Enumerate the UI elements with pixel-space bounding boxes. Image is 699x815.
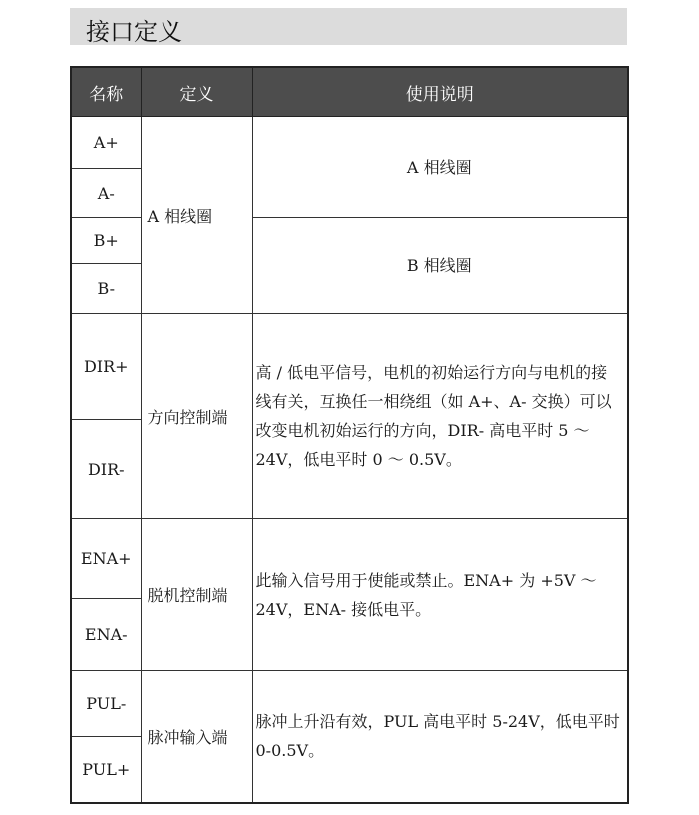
table-header-row [71, 67, 628, 117]
pin-name: DIR+ [71, 314, 141, 420]
pin-definition: 脱机控制端 [141, 519, 252, 671]
pin-description: 脉冲上升沿有效，PUL 高电平时 5-24V，低电平时 0-0.5V。 [252, 671, 628, 803]
pin-definition: 方向控制端 [141, 314, 252, 519]
table-row [71, 519, 628, 599]
pin-description: B 相线圈 [252, 218, 628, 314]
section-title: 接口定义 [86, 18, 182, 46]
header-name: 名称 [71, 67, 141, 117]
section-title-bar [70, 8, 627, 45]
header-usage: 使用说明 [252, 67, 628, 117]
pin-description: 高 / 低电平信号，电机的初始运行方向与电机的接线有关，互换任一相绕组（如 A+、A- 交换）可以改变电机初始运行的方向，DIR- 高电平时 5 ～ 24V，低电平时 0 ～ 0.5V。 [252, 314, 628, 519]
pin-description: A 相线圈 [252, 117, 628, 218]
pin-name: B- [71, 264, 141, 314]
interface-definition-table [70, 66, 629, 804]
pin-name: ENA- [71, 599, 141, 671]
pin-definition: A 相线圈 [141, 117, 252, 314]
table-row [71, 117, 628, 169]
header-definition: 定义 [141, 67, 252, 117]
pin-definition: 脉冲输入端 [141, 671, 252, 803]
pin-name: ENA+ [71, 519, 141, 599]
table-row [71, 671, 628, 737]
pin-name: A+ [71, 117, 141, 169]
table-row [71, 314, 628, 420]
pin-name: DIR- [71, 420, 141, 519]
pin-name: PUL+ [71, 737, 141, 803]
pin-name: PUL- [71, 671, 141, 737]
pin-description: 此输入信号用于使能或禁止。ENA+ 为 +5V ～ 24V，ENA- 接低电平。 [252, 519, 628, 671]
pin-name: A- [71, 169, 141, 218]
pin-name: B+ [71, 218, 141, 264]
